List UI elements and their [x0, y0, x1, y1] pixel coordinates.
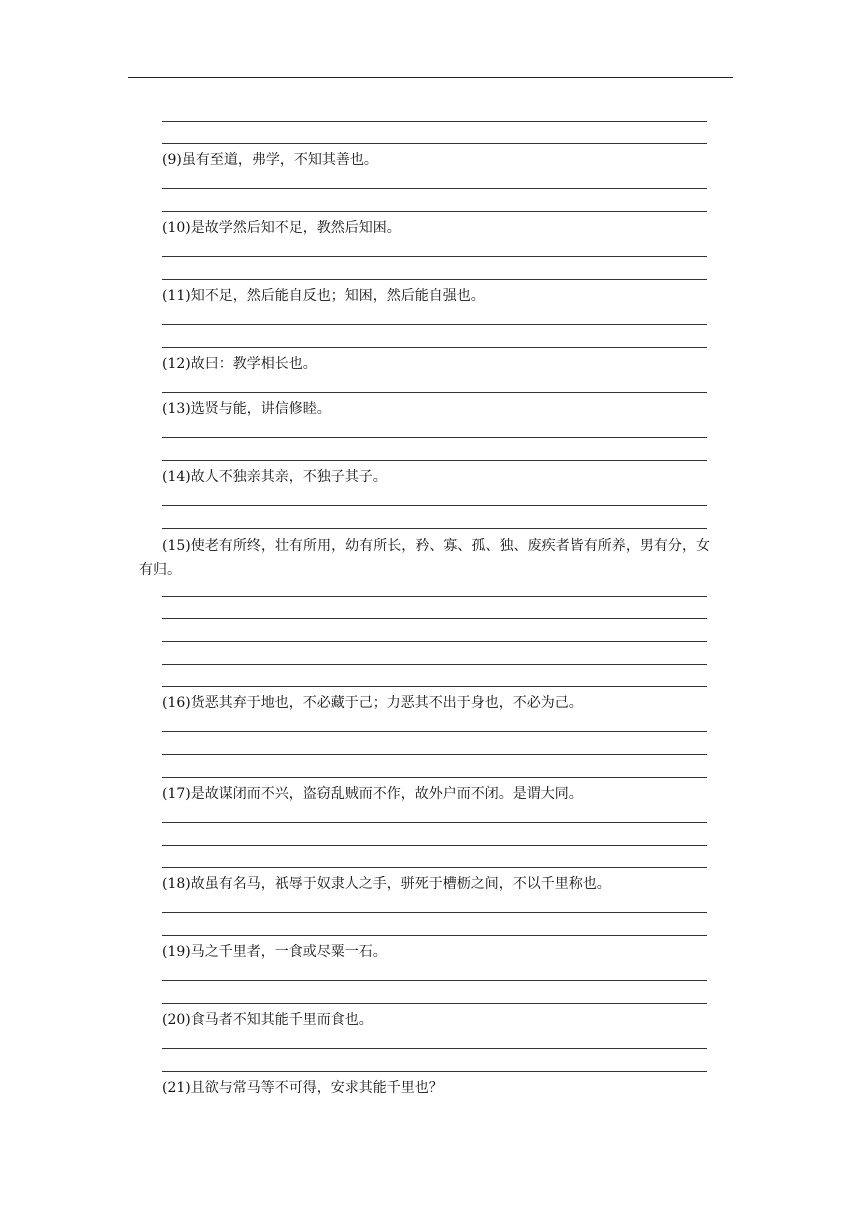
answer-line[interactable] [162, 596, 707, 597]
answer-line[interactable] [162, 279, 707, 280]
question-20: (20)食马者不知其能千里而食也。 [162, 1012, 373, 1028]
answer-line[interactable] [162, 256, 707, 257]
question-10: (10)是故学然后知不足，教然后知困。 [162, 220, 401, 236]
answer-line[interactable] [162, 686, 707, 687]
answer-line[interactable] [162, 912, 707, 913]
answer-line[interactable] [162, 641, 707, 642]
answer-line[interactable] [162, 211, 707, 212]
answer-line[interactable] [162, 460, 707, 461]
question-21: (21)且欲与常马等不可得，安求其能千里也？ [162, 1080, 443, 1096]
answer-line[interactable] [162, 1048, 707, 1049]
question-12: (12)故曰：教学相长也。 [162, 356, 317, 372]
header-rule [128, 77, 733, 78]
answer-line[interactable] [162, 121, 707, 122]
answer-line[interactable] [162, 528, 707, 529]
question-11: (11)知不足，然后能自反也；知困，然后能自强也。 [162, 288, 485, 304]
answer-line[interactable] [162, 188, 707, 189]
answer-line[interactable] [162, 347, 707, 348]
answer-line[interactable] [162, 324, 707, 325]
answer-line[interactable] [162, 935, 707, 936]
answer-line[interactable] [162, 867, 707, 868]
answer-line[interactable] [162, 505, 707, 506]
question-16: (16)货恶其弃于地也，不必藏于己；力恶其不出于身也，不必为己。 [162, 695, 583, 711]
question-19: (19)马之千里者，一食或尽粟一石。 [162, 944, 387, 960]
question-18: (18)故虽有名马，祇辱于奴隶人之手，骈死于槽枥之间，不以千里称也。 [162, 876, 611, 892]
answer-line[interactable] [162, 618, 707, 619]
answer-line[interactable] [162, 980, 707, 981]
answer-line[interactable] [162, 143, 707, 144]
answer-line[interactable] [162, 822, 707, 823]
question-15: (15)使老有所终，壮有所用，幼有所长，矜、寡、孤、独、废疾者皆有所养，男有分，女有归。 [139, 538, 710, 578]
question-17: (17)是故谋闭而不兴，盗窃乱贼而不作，故外户而不闭。是谓大同。 [162, 786, 583, 802]
answer-line[interactable] [162, 392, 707, 393]
answer-line[interactable] [162, 754, 707, 755]
answer-line[interactable] [162, 437, 707, 438]
question-9: (9)虽有至道，弗学，不知其善也。 [162, 152, 378, 168]
question-14: (14)故人不独亲其亲，不独子其子。 [162, 469, 387, 485]
answer-line[interactable] [162, 731, 707, 732]
answer-line[interactable] [162, 777, 707, 778]
question-13: (13)选贤与能，讲信修睦。 [162, 401, 331, 417]
answer-line[interactable] [162, 845, 707, 846]
answer-line[interactable] [162, 1071, 707, 1072]
answer-line[interactable] [162, 664, 707, 665]
answer-line[interactable] [162, 1003, 707, 1004]
